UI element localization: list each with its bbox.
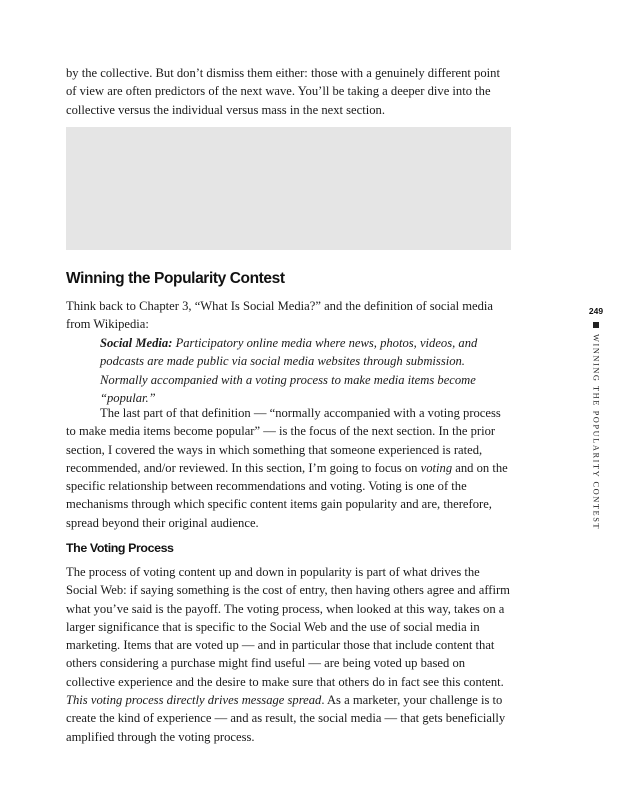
section-paragraph-1: Think back to Chapter 3, “What Is Social Media?” and the definition of social media from Wikipedia: xyxy=(66,299,494,332)
quote-text: Participatory online media where news, photos, videos, and podcasts are made public via social media websites through submission. Normally accompanied with a voting process to make media items become “popular.” xyxy=(100,336,478,405)
p3-emphasis: This voting process directly drives message spread xyxy=(66,693,322,708)
quote-term: Social Media: xyxy=(100,336,173,350)
section-heading: Winning the Popularity Contest xyxy=(66,270,285,287)
page-number: 249 xyxy=(588,306,604,316)
intro-paragraph: by the collective. But don’t dismiss them either: those with a genuinely different point of view are often predictors of the next wave. You’ll be taking a deeper dive into the collective versus the individual versus mass in the next section. xyxy=(66,66,500,117)
gray-sidebar-box xyxy=(66,127,511,250)
p2-text-a: The last part of that definition — “normally accompanied with a voting process to make media items become popular” — is the focus of the next section. In the prior section, I covered the ways in which something that someone experienced is rated, recommended, and/or reviewed. In this section, I’m going to focus on xyxy=(66,406,501,475)
definition-quote xyxy=(100,334,500,407)
running-head: WINNING THE POPULARITY CONTEST xyxy=(591,334,601,531)
subsection-paragraph xyxy=(66,563,512,746)
p2-text-b: and on the specific relationship between recommendations and voting. Voting is one of the mechanisms through which specific content items gain popularity and are, therefore, spread beyond their original audience. xyxy=(66,460,508,530)
p3-text-b: . As a marketer, your challenge is to create the kind of experience — and as result, the social media — that gets beneficially amplified through the voting process. xyxy=(66,693,506,744)
p3-text-a: The process of voting content up and down in popularity is part of what drives the Social Web: if saying something is the cost of entry, then having others agree and affirm what you’ve said is the payoff. The voting process, when looked at this way, takes on a larger significance that is specific to the Social Web and the use of social media in marketing. Items that are voted up — and in particular those that include content that others considering a purchase might find useful — are being voted up based on collective experience and the desire to make sure that others do in fact see this content. xyxy=(66,565,510,689)
margin-rail xyxy=(588,306,604,530)
p2-emphasis: voting xyxy=(420,460,453,475)
section-paragraph-2 xyxy=(66,404,512,532)
subsection-heading: The Voting Process xyxy=(66,541,174,555)
square-bullet-icon xyxy=(593,322,599,328)
